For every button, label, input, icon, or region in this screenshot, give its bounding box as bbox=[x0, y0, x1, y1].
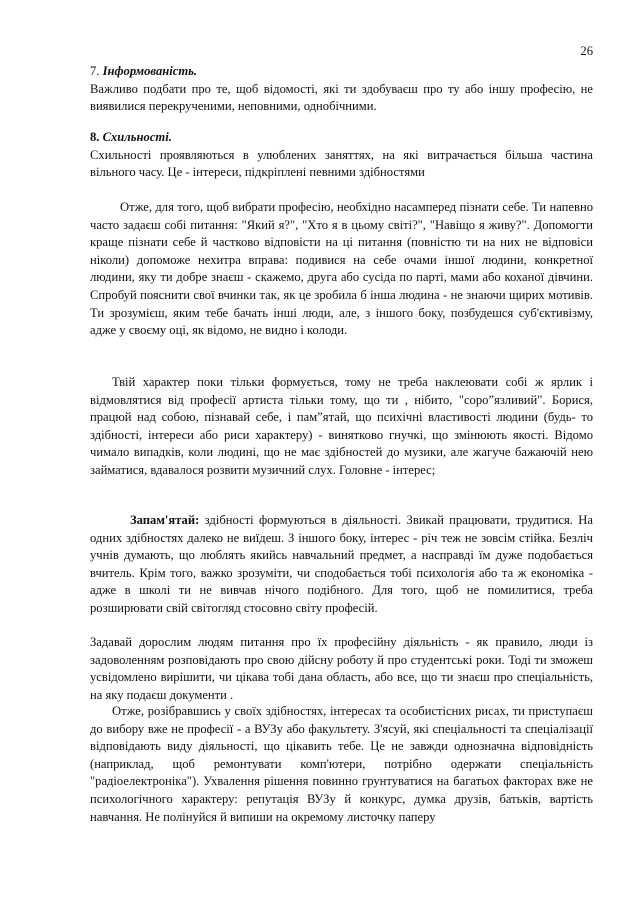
section-8-title: Схильності. bbox=[102, 130, 172, 144]
paragraph-character: Твій характер поки тільки формується, тому не треба наклеювати собі ж ярлик і відмовлятися від професії артиста тільки тому, що ти , нібито, "соро”язливий". Борися, працюй над собою, пізнавай себе, і пам”ятай, що психічні властивості людини (будь- то здібності, інтереси або риси характеру) - винятково гнучкі, що змінюють якості. Відомо чимало випадків, коли людині, що не має здібностей до музики, але жагуче бажаючій нею займатися, вдавалося розвити музичний слух. Головне - інтерес; bbox=[90, 375, 593, 477]
section-7 bbox=[90, 63, 593, 116]
paragraph-ask-adults: Задавай дорослим людям питання про їх професійну діяльність - як правило, люди із задоволенням розповідають про свою дійсну роботу й про студентські роки. Тоді ти зможеш усвідомлено вирішити, чи цікава тобі дана область, або все, що ти знаєш про спеціальність, на яку подаєш документи . bbox=[90, 635, 593, 702]
remember-label: Запам'ятай: bbox=[130, 513, 200, 527]
section-8-text: Схильності проявляються в улюблених заняттях, на які витрачається більша частина вільного часу. Це - інтереси, підкріплені певними здібностями bbox=[90, 147, 593, 180]
paragraph-remember bbox=[90, 512, 593, 618]
remember-text: здібності формуються в діяльності. Звикай працювати, трудитися. На одних здібностях далеко не виїдеш. З іншого боку, інтерес - річ теж не зовсім стійка. Безліч учнів думають, що люблять якийсь навчальний предмет, а насправді їм дуже подобається вчитель. Крім того, важко зрозуміти, чи сподобається тобі психологія або та ж економіка - адже в школі ти не вивчав нічого подібного. Для того, щоб не помилитися, треба розширювати свій світогляд стосовно світу професій. bbox=[90, 513, 593, 615]
section-8 bbox=[90, 129, 593, 182]
page-number: 26 bbox=[580, 44, 593, 58]
paragraph-university-choice: Отже, розібравшись у своїх здібностях, інтересах та особистісних рисах, ти приступаєш до вибору вже не професії - а ВУЗу або факультету. З'ясуй, які спеціальності та спеціалізації відповідають виду діяльності, що цікавить тебе. Це не завжди однозначна відповідність (наприклад, щоб ремонтувати комп'ютери, потрібно одержати спеціальність "радіоелектроніка"). Ухвалення рішення повинно грунтуватися на багатьох факторах вже не психологічного характеру: репутація ВУЗу й конкурс, думка друзів, батьків, вартість навчання. Не полінуйся й випиши на окремому листочку паперу bbox=[90, 704, 593, 824]
section-7-title: Інформованість. bbox=[102, 64, 198, 78]
section-8-heading bbox=[90, 129, 593, 147]
paragraph-self-knowledge: Отже, для того, щоб вибрати професію, необхідно насамперед пізнати себе. Ти напевно часто задаєш собі питання: "Який я?", "Хто я в цьому світі?", "Навіщо я живу?". Допомогти краще пізнати себе й частково відповісти на ці питання (повністю ти на них не відповіси ніколи) допоможе нехитра вправа: подивися на себе очами іншої людини, конкретної людини, яку ти добре знаєш - скажемо, друга або сусіда по парті, мами або коханої дівчини. Спробуй пояснити свої вчинки так, як це зробила б інша людина - не знаючи щирих мотивів. Ти зрозумієш, яким тебе бачать інші люди, але, з іншого боку, позбудешся суб'єктивізму, адже у своєму оці, як відомо, не видно і колоди. bbox=[90, 200, 593, 338]
section-8-number: 8. bbox=[90, 130, 100, 144]
section-7-heading bbox=[90, 63, 593, 81]
section-7-number: 7. bbox=[90, 64, 100, 78]
section-7-text: Важливо подбати про те, щоб відомості, які ти здобуваєш про ту або іншу професію, не виявилися перекрученими, неповними, однобічними. bbox=[90, 81, 593, 114]
